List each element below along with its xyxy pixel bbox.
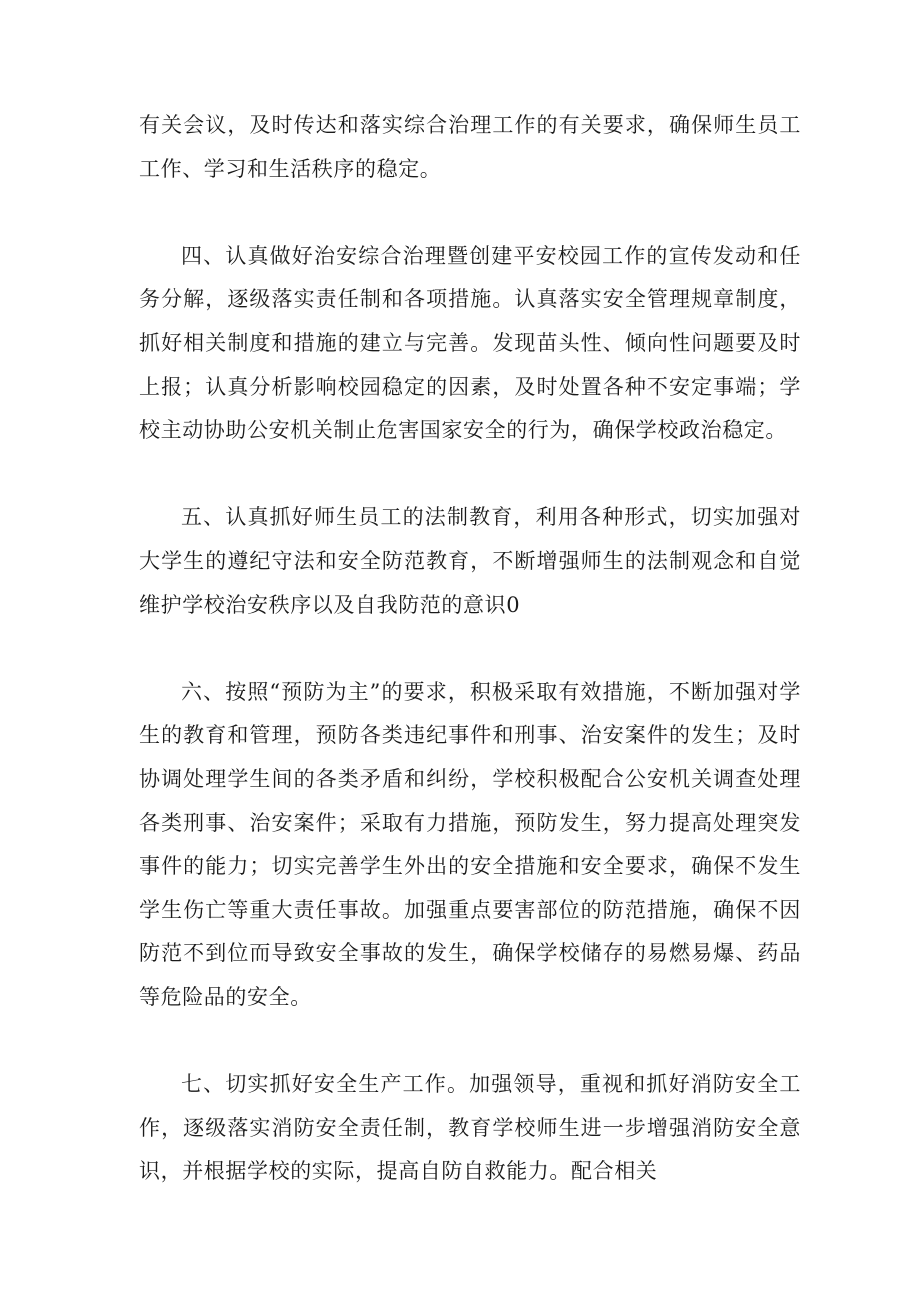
- document-body: [139, 104, 801, 1194]
- paragraph-section-four: 四、认真做好治安综合治理暨创建平安校园工作的宣传发动和任务分解，逐级落实责任制和各项措施。认真落实安全管理规章制度，抓好相关制度和措施的建立与完善。发现苗头性、倾向性问题要及时上报；认真分析影响校园稳定的因素，及时处置各种不安定事端；学校主动协助公安机关制止危害国家安全的行为，确保学校政治稳定。: [139, 243, 801, 443]
- paragraph-section-seven: 七、切实抓好安全生产工作。加强领导，重视和抓好消防安全工作，逐级落实消防安全责任制，教育学校师生进一步增强消防安全意识，并根据学校的实际，提高自防自救能力。配合相关: [139, 1072, 801, 1184]
- paragraph-section-six: 六、按照“预防为主”的要求，积极采取有效措施，不断加强对学生的教育和管理，预防各类违纪事件和刑事、治安案件的发生；及时协调处理学生间的各类矛盾和纠纷，学校积极配合公安机关调查处理各类刑事、治安案件；采取有力措施，预防发生，努力提高处理突发事件的能力；切实完善学生外出的安全措施和安全要求，确保不发生学生伤亡等重大责任事故。加强重点要害部位的防范措施，确保不因防范不到位而导致安全事故的发生，确保学校储存的易燃易爆、药品等危险品的安全。: [139, 679, 801, 1009]
- paragraph-section-five: 五、认真抓好师生员工的法制教育，利用各种形式，切实加强对大学生的遵纪守法和安全防范教育，不断增强师生的法制观念和自觉维护学校治安秩序以及自我防范的意识0: [139, 505, 801, 617]
- paragraph-continued: 有关会议，及时传达和落实综合治理工作的有关要求，确保师生员工工作、学习和生活秩序的稳定。: [139, 113, 801, 181]
